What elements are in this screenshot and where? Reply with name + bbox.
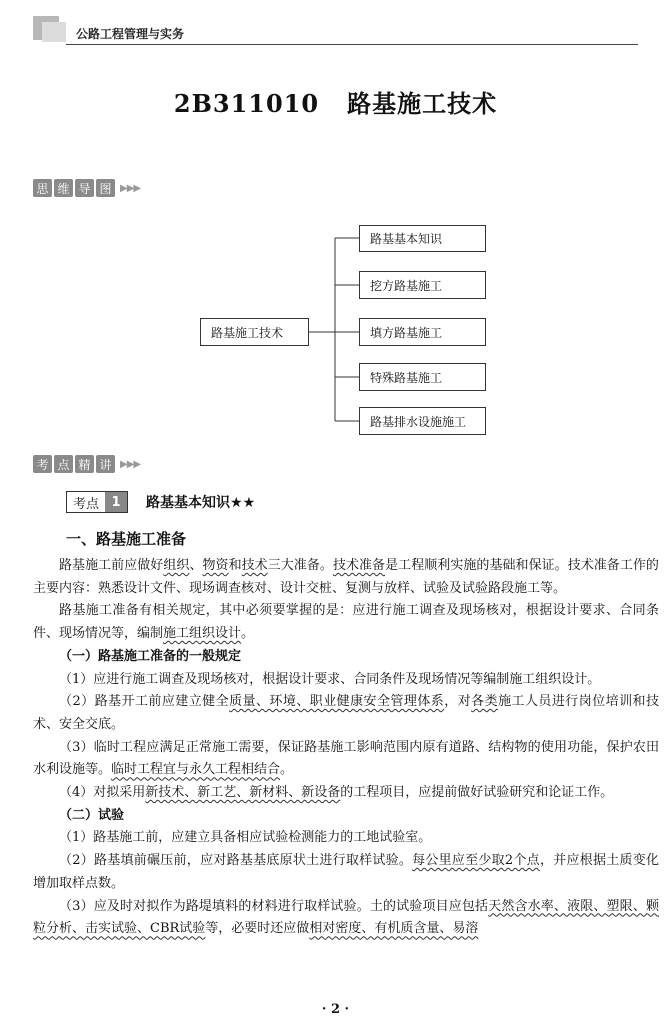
subheading (33, 805, 659, 828)
kaodian-heading (66, 491, 255, 513)
paragraph (33, 600, 659, 645)
paragraph (33, 691, 659, 736)
mindmap-connectors (0, 0, 671, 460)
header-book-title: 公路工程管理与实务 (76, 27, 185, 41)
text-run: 是工程顺利实施的基础和保证。技术准备工作的主要内容：熟悉设计文件、现场调查核对、设计交桩、复测与放样、试验及试验路段施工等。 (33, 558, 659, 596)
body-text (33, 555, 659, 941)
emphasis-underline: 技术准备 (332, 558, 386, 573)
emphasis-underline: 质量、环境、职业健康安全管理体系 (229, 694, 445, 710)
kaodian-label: 考点 (73, 496, 100, 512)
emphasis-underline: 天然含水率、液限、塑限、颗粒分析、击实试验、CBR试验 (33, 898, 659, 937)
text-run: （一）路基施工准备的一般规定 (59, 648, 242, 664)
mindmap-node: 填方路基施工 (359, 318, 486, 346)
emphasis-underline: 各类 (471, 694, 499, 710)
text-run: 。 (280, 762, 294, 778)
text-run: （3）临时工程应满足正常施工需要，保证路基施工影响范围内原有道路、结构物的使用功能，保护农田水利设施等。 (33, 739, 659, 778)
emphasis-underline: 施工组织设计 (163, 626, 242, 642)
page-number: · 2 · (321, 1002, 350, 1017)
subheading (33, 646, 659, 669)
paragraph (33, 669, 659, 692)
emphasis-underline: 每公里应至少取2个点 (412, 853, 540, 869)
arrows-icon: ▶▶▶ (120, 182, 141, 194)
text-run: 和 (228, 558, 242, 573)
text-run: （4）对拟采用 (59, 785, 146, 801)
section-name: 路基施工技术 (347, 89, 498, 118)
tag-char: 精 (75, 455, 94, 473)
arrows-icon: ▶▶▶ (120, 458, 141, 470)
kaodian-badge (66, 491, 128, 513)
text-run: （2）路基填前碾压前，应对路基基底原状土进行取样试验。 (59, 853, 413, 869)
emphasis-underline: 临时工程宜与永久工程相结合 (111, 762, 281, 778)
text-run: 等，必要时还应做 (205, 921, 310, 937)
text-run: （1）路基施工前，应建立具备相应试验检测能力的工地试验室。 (59, 830, 432, 846)
paragraph (33, 737, 659, 782)
mindmap-node: 路基排水设施施工 (359, 407, 486, 435)
emphasis-underline: 组织 (163, 558, 190, 573)
tag-char: 图 (96, 179, 115, 197)
tag-char: 维 (54, 179, 73, 197)
text-run: （3）应及时对拟作为路堤填料的材料进行取样试验。土的试验项目应包括 (59, 898, 489, 914)
paragraph (33, 782, 659, 805)
text-run: 路基施工准备有相关规定，其中必须要掌握的是：应进行施工调查及现场核对，根据设计要求、合同条件、现场情况等，编制 (33, 603, 659, 642)
emphasis-underline: 物资 (202, 558, 229, 573)
tag-char: 导 (75, 179, 94, 197)
text-run: （二）试验 (59, 807, 125, 823)
section-code: 2B311010 (173, 89, 320, 118)
tag-char: 考 (33, 455, 52, 473)
heading-1: 一、路基施工准备 (66, 530, 187, 548)
text-run: 三大准备。 (267, 558, 333, 573)
emphasis-underline: 新技术、新工艺、新材料、新设备 (145, 785, 341, 801)
mindmap-node: 特殊路基施工 (359, 363, 486, 391)
tag-char: 讲 (96, 455, 115, 473)
text-run: 、 (189, 558, 203, 573)
paragraph (33, 555, 659, 600)
text-run: （1）应进行施工调查及现场核对，根据设计要求、合同条件及现场情况等编制施工组织设计。 (59, 671, 601, 687)
paragraph (33, 896, 659, 941)
text-run: 。 (241, 626, 255, 642)
text-run: （2）路基开工前应建立健全 (59, 694, 230, 710)
kaodian-tag (33, 455, 140, 473)
emphasis-underline: 相对密度、有机质含量、易溶 (309, 921, 479, 937)
text-run: 的工程项目，应提前做好试验研究和论证工作。 (340, 785, 614, 801)
paragraph (33, 850, 659, 895)
text-run: 施工人员进行岗位培训和技术、安全交底。 (33, 694, 659, 732)
kaodian-title: 路基基本知识★★ (146, 495, 256, 511)
text-run: ，对 (444, 694, 472, 710)
text-run: 路基施工前应做好 (59, 558, 164, 573)
mindmap-node: 路基基本知识 (359, 225, 486, 252)
kaodian-number: 1 (105, 492, 127, 512)
mindmap-node: 挖方路基施工 (359, 271, 486, 299)
emphasis-underline: 技术 (241, 558, 268, 573)
tag-char: 点 (54, 455, 73, 473)
paragraph (33, 827, 659, 850)
mindmap-root: 路基施工技术 (200, 318, 309, 346)
text-run: ，并应根据土质变化增加取样点数。 (33, 853, 659, 891)
tag-char: 思 (33, 179, 52, 197)
